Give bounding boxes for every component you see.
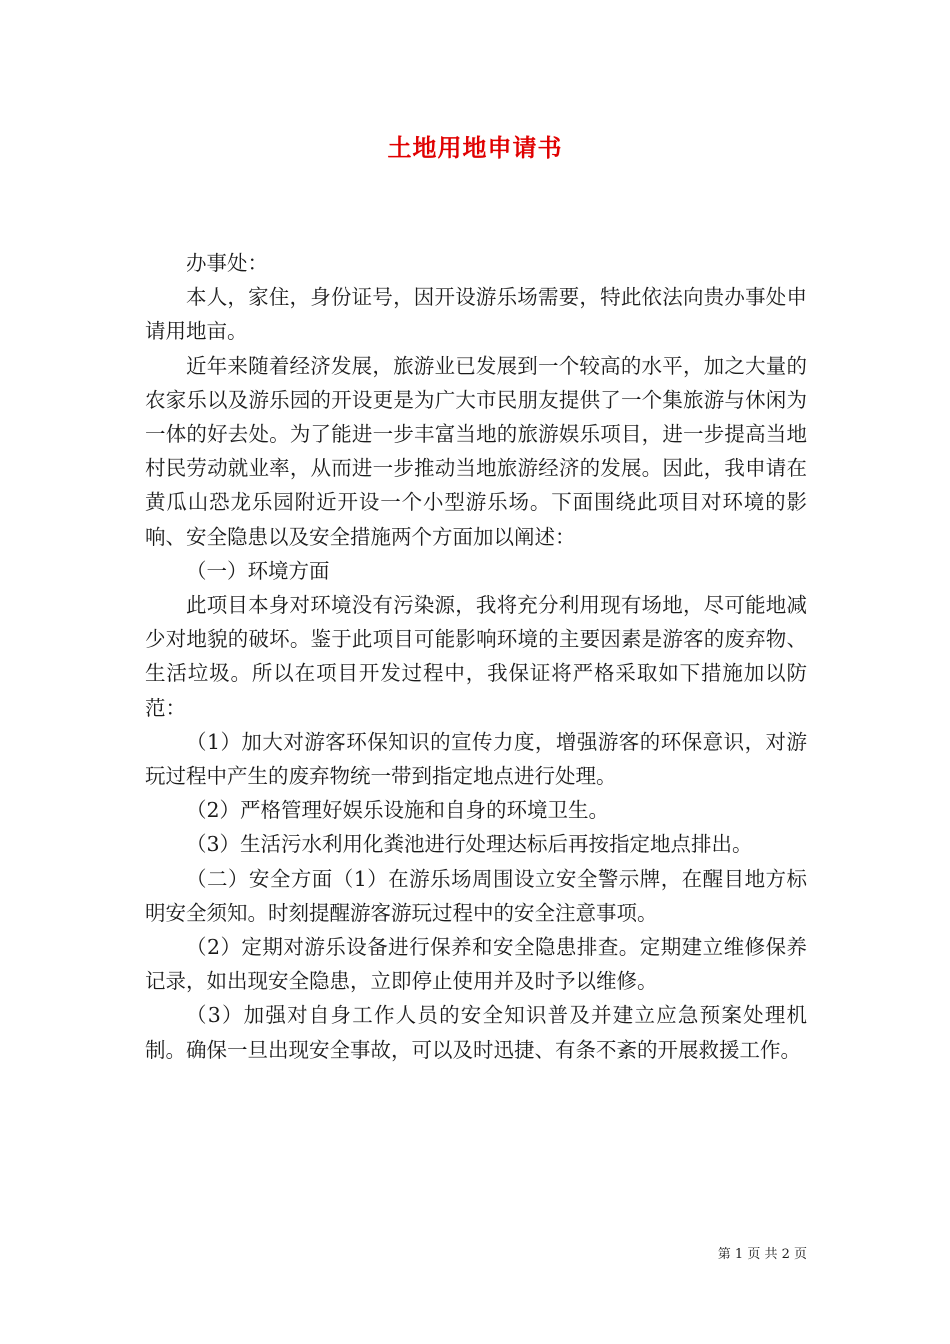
document-body	[145, 246, 807, 1067]
paragraph-safety-measure-2: （2）定期对游乐设备进行保养和安全隐患排查。定期建立维修保养记录，如出现安全隐患，立即停止使用并及时予以维修。	[145, 935, 807, 994]
paragraph-environment-measure-3: （3）生活污水利用化粪池进行处理达标后再按指定地点排出。	[186, 832, 753, 857]
paragraph-safety-measure-3: （3）加强对自身工作人员的安全知识普及并建立应急预案处理机制。确保一旦出现安全事故，可以及时迅捷、有条不紊的开展救援工作。	[145, 1003, 807, 1062]
paragraph-environment-measure-1: （1）加大对游客环保知识的宣传力度，增强游客的环保意识，对游玩过程中产生的废弃物统一带到指定地点进行处理。	[145, 729, 807, 789]
paragraph-background: 近年来随着经济发展，旅游业已发展到一个较高的水平，加之大量的农家乐以及游乐园的开设更是为广大市民朋友提供了一个集旅游与休闲为一体的好去处。为了能进一步丰富当地的旅游娱乐项目，进一步提高当地村民劳动就业率，从而进一步推动当地旅游经济的发展。因此，我申请在黄瓜山恐龙乐园附近开设一个小型游乐场。下面围绕此项目对环境的影响、安全隐患以及安全措施两个方面加以阐述：	[145, 353, 807, 549]
paragraph-environment-measure-2: （2）严格管理好娱乐设施和自身的环境卫生。	[186, 798, 610, 823]
section-heading-environment: （一）环境方面	[186, 558, 330, 583]
paragraph-addressee: 办事处：	[186, 251, 268, 275]
paragraph-applicant-info: 本人，家住，身份证号，因开设游乐场需要，特此依法向贵办事处申请用地亩。	[145, 285, 807, 344]
paragraph-safety-measure-1: （二）安全方面（1）在游乐场周围设立安全警示牌，在醒目地方标明安全须知。时刻提醒游客游玩过程中的安全注意事项。	[145, 866, 807, 925]
document-title: 土地用地申请书	[387, 133, 563, 162]
page-number: 第 1 页 共 2 页	[717, 1247, 807, 1262]
paragraph-environment: 此项目本身对环境没有污染源，我将充分利用现有场地，尽可能地减少对地貌的破坏。鉴于此项目可能影响环境的主要因素是游客的废弃物、生活垃圾。所以在项目开发过程中，我保证将严格采取如下措施加以防范：	[145, 593, 807, 720]
